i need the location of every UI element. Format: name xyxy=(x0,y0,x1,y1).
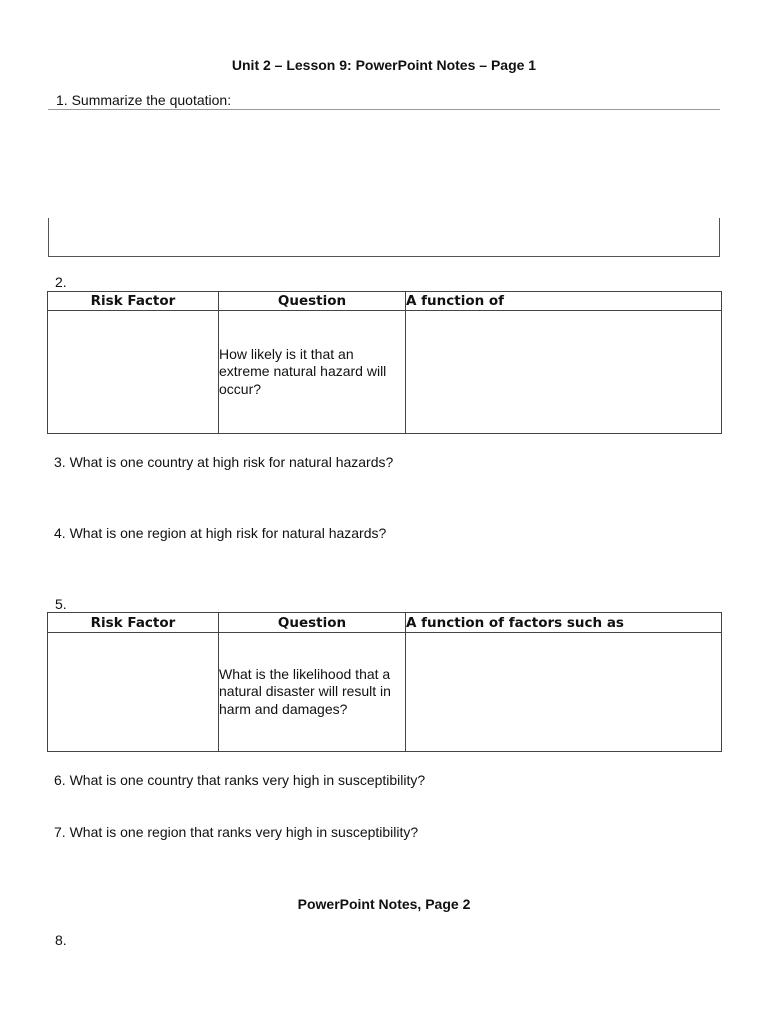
question-1-answer-box[interactable] xyxy=(48,218,720,257)
question-4: 4. What is one region at high risk for natural hazards? xyxy=(54,525,387,541)
table-header-row xyxy=(48,613,722,633)
risk-table-2 xyxy=(47,612,722,752)
question-8-number: 8. xyxy=(55,932,67,948)
function-of-cell[interactable] xyxy=(406,633,722,752)
table-header-row xyxy=(48,292,722,311)
page-2-title: PowerPoint Notes, Page 2 xyxy=(297,896,471,912)
question-5-number: 5. xyxy=(55,596,67,612)
header-risk-factor: Risk Factor xyxy=(48,292,219,311)
function-of-cell[interactable] xyxy=(406,311,722,434)
header-risk-factor: Risk Factor xyxy=(48,613,219,633)
risk-factor-cell[interactable] xyxy=(48,311,219,434)
question-cell: What is the likelihood that a natural disaster will result in harm and damages? xyxy=(219,633,406,752)
question-1: 1. Summarize the quotation: xyxy=(56,92,232,108)
table-row xyxy=(48,311,722,434)
header-function-of-factors: A function of factors such as xyxy=(406,613,722,633)
header-question: Question xyxy=(219,613,406,633)
page-title: Unit 2 – Lesson 9: PowerPoint Notes – Page 1 xyxy=(231,57,537,73)
question-6: 6. What is one country that ranks very high in susceptibility? xyxy=(54,772,426,788)
header-function-of: A function of xyxy=(406,292,722,311)
question-2-number: 2. xyxy=(55,274,67,290)
risk-factor-cell[interactable] xyxy=(48,633,219,752)
table-row xyxy=(48,633,722,752)
question-7: 7. What is one region that ranks very high in susceptibility? xyxy=(54,824,419,840)
question-3: 3. What is one country at high risk for natural hazards? xyxy=(54,454,394,470)
question-cell: How likely is it that an extreme natural hazard will occur? xyxy=(219,311,406,434)
question-1-underline xyxy=(48,109,720,110)
risk-table-1 xyxy=(47,291,722,434)
header-question: Question xyxy=(219,292,406,311)
